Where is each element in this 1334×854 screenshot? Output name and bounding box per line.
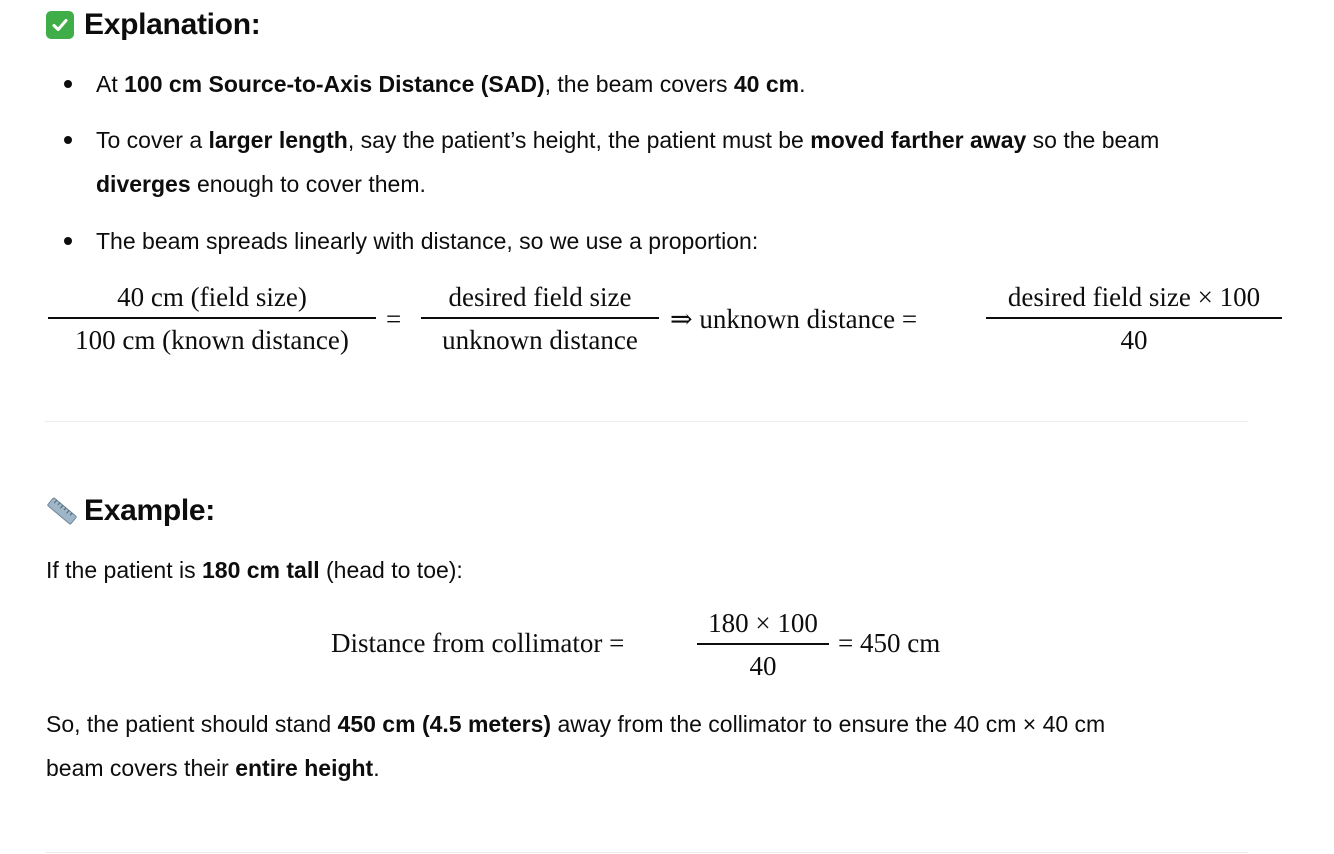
explanation-heading-text: Explanation: — [84, 8, 261, 41]
example-heading-text: Example: — [84, 494, 215, 527]
text-segment: . — [799, 71, 806, 97]
conclusion-line — [46, 746, 1105, 790]
fraction-denominator: 40 — [749, 650, 777, 681]
bold-text: moved farther away — [810, 127, 1027, 153]
fraction-denominator: unknown distance — [442, 324, 638, 355]
fraction-numerator: 40 cm (field size) — [117, 282, 307, 312]
text-segment: If the patient is — [46, 557, 202, 583]
example-conclusion — [46, 702, 1105, 790]
text-segment: (head to toe): — [319, 557, 463, 583]
text-segment: so the beam — [1026, 127, 1160, 153]
text-segment: To cover a — [96, 127, 209, 153]
fraction-numerator: desired field size — [448, 282, 632, 312]
fraction-denominator: 100 cm (known distance) — [75, 324, 349, 355]
text-segment: enough to cover them. — [190, 171, 426, 197]
conclusion-line — [46, 702, 1105, 746]
fraction-denominator: 40 — [1120, 324, 1148, 355]
equation-lhs: Distance from collimator = — [331, 628, 625, 658]
fraction-numerator: desired field size × 100 — [1007, 282, 1261, 312]
bold-text: entire height — [235, 755, 374, 781]
bold-text: larger length — [208, 127, 348, 153]
implies-unknown-distance: ⇒ unknown distance = — [670, 304, 918, 334]
bold-text: diverges — [96, 171, 191, 197]
example-fraction — [697, 608, 829, 682]
text-segment: . — [373, 755, 380, 781]
equation-rhs: = 450 cm — [838, 628, 941, 658]
text-segment: So, the patient should stand — [46, 711, 338, 737]
equals-sign: = — [386, 304, 402, 334]
bold-text: 100 cm Source-to-Axis Distance (SAD) — [124, 71, 545, 97]
text-segment: The beam spreads linearly with distance, so we use a proportion: — [96, 228, 759, 254]
section-divider — [45, 852, 1248, 853]
bold-text: 450 cm (4.5 meters) — [337, 711, 552, 737]
text-segment: , say the patient’s height, the patient must be — [347, 127, 811, 153]
bold-text: 180 cm tall — [201, 557, 320, 583]
text-segment: away from the collimator to ensure the 40 cm × 40 cm — [551, 711, 1106, 737]
text-segment: At — [96, 71, 125, 97]
fraction-numerator: 180 × 100 — [708, 608, 818, 638]
bold-text: 40 cm — [733, 71, 800, 97]
fraction-bar — [697, 643, 829, 645]
text-segment: beam covers their — [46, 755, 236, 781]
text-segment: , the beam covers — [544, 71, 734, 97]
